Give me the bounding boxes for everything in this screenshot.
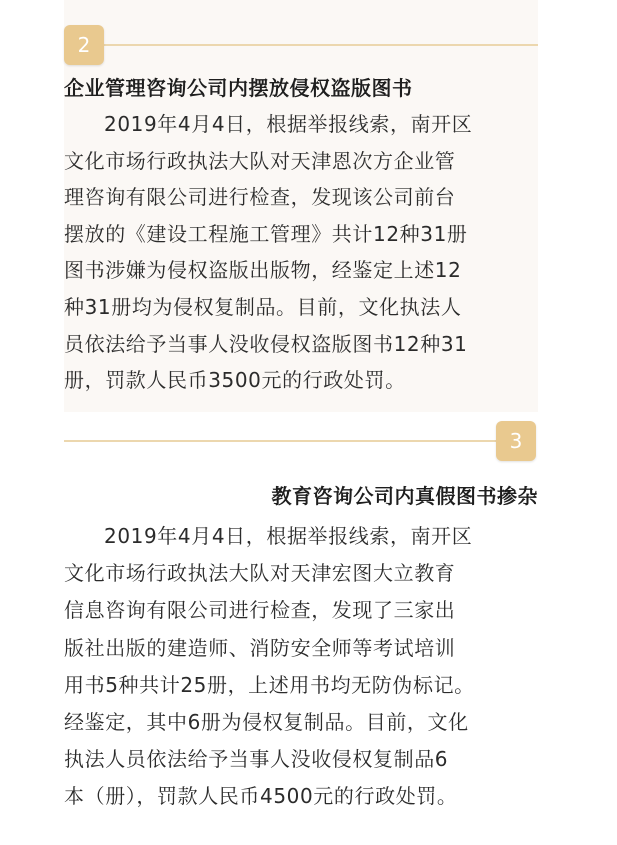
case-3-line: 执法人员依法给予当事人没收侵权复制品6: [64, 747, 449, 772]
case-3-title: 教育咨询公司内真假图书掺杂: [271, 484, 538, 508]
case-2-line: 图书涉嫌为侵权盗版出版物，经鉴定上述12: [64, 258, 462, 283]
case-2-line: 文化市场行政执法大队对天津恩次方企业管: [64, 148, 456, 173]
case-2-line: 2019年4月4日，根据举报线索，南开区: [104, 112, 473, 136]
case-3-line: 本（册），罚款人民币4500元的行政处罚。: [64, 784, 458, 809]
case-3-line: 文化市场行政执法大队对天津宏图大立教育: [64, 561, 456, 586]
case-number-badge: 2: [64, 25, 104, 65]
case-2-line: 理咨询有限公司进行检查，发现该公司前台: [64, 185, 456, 210]
case-number-badge: 3: [496, 421, 536, 461]
case-2-line: 种31册均为侵权复制品。目前，文化执法人: [64, 294, 462, 319]
divider-line: [104, 44, 538, 46]
case-3-line: 2019年4月4日，根据举报线索，南开区: [104, 524, 473, 548]
case-2-line: 员依法给予当事人没收侵权盗版图书12种31: [64, 331, 468, 356]
case-2-title: 企业管理咨询公司内摆放侵权盗版图书: [64, 76, 413, 100]
case-3-body: [64, 518, 538, 816]
divider-line: [64, 440, 496, 442]
case-3-line: 用书5种共计25册，上述用书均无防伪标记。: [64, 672, 475, 697]
case-2-line: 册，罚款人民币3500元的行政处罚。: [64, 368, 406, 393]
case-3-line: 经鉴定，其中6册为侵权复制品。目前，文化: [64, 709, 469, 734]
case-3-line: 信息咨询有限公司进行检查，发现了三家出: [64, 598, 456, 623]
case-2-body: [64, 106, 538, 399]
case-3-line: 版社出版的建造师、消防安全师等考试培训: [64, 635, 456, 660]
case-2-line: 摆放的《建设工程施工管理》共计12种31册: [64, 221, 468, 246]
